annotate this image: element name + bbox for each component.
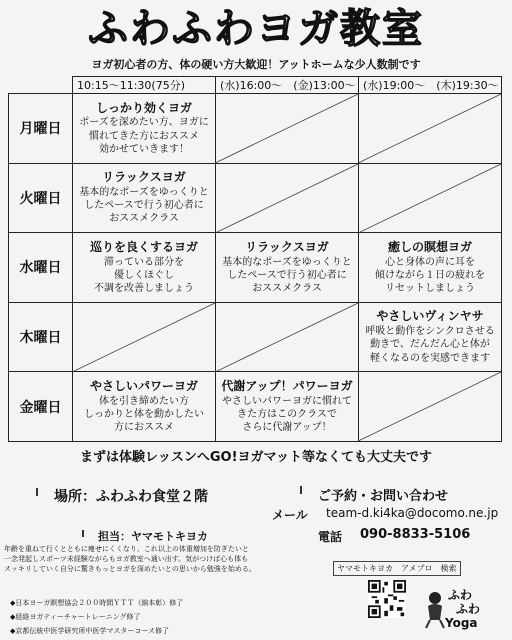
class-title: 巡りを良くするヨガ xyxy=(89,239,198,254)
contact-heading: ご予約・お問い合わせ xyxy=(318,489,449,504)
class-title: しっかり効くヨガ xyxy=(95,100,192,115)
class-title: リラックスヨガ xyxy=(245,239,329,254)
day-label: 木曜日 xyxy=(9,302,73,372)
class-description: 慣れてきた方におススメ xyxy=(89,130,199,142)
profile-line: 一念発起しスポーツ未経験ながらもヨガ教室へ通い出す。気がつけば心も体も xyxy=(4,555,249,564)
class-description: 呼吸と動作をシンクロさせる xyxy=(365,326,495,338)
mail-label: メール xyxy=(272,508,308,522)
class-cell xyxy=(216,372,359,442)
blog-search-box[interactable]: ヤマモトキヨカ アメブロ 検索 xyxy=(333,561,461,576)
class-description: おススメクラス xyxy=(109,213,179,225)
no-class-slash xyxy=(359,164,501,233)
logo-line-2: ふわ xyxy=(456,602,481,616)
tel-label: 電話 xyxy=(318,530,343,544)
credential-item: ◆経絡ヨガティーチャートレーニング修了 xyxy=(10,613,141,621)
class-description: 不調を改善しましょう xyxy=(94,282,194,294)
class-title: 癒しの瞑想ヨガ xyxy=(387,239,472,254)
day-label: 水曜日 xyxy=(9,233,73,303)
empty-slot xyxy=(359,94,502,164)
class-description: しっかりと体を動かしたい xyxy=(84,409,204,420)
tel-number[interactable]: 090-8833-5106 xyxy=(360,527,471,542)
day-label: 火曜日 xyxy=(9,163,73,233)
class-description: 効かせていきます！ xyxy=(99,143,189,155)
class-description: さらに代謝アップ！ xyxy=(242,422,332,434)
class-cell xyxy=(73,94,216,164)
class-description: ポーズを深めたい方、ヨガに xyxy=(79,117,209,129)
class-description: 方におススメ xyxy=(114,422,174,434)
qr-code-icon[interactable] xyxy=(368,580,406,618)
subtitle: ヨガ初心者の方、体の硬い方大歓迎！アットホームな少人数制です xyxy=(91,58,421,71)
class-description: したペースで行う初心者に xyxy=(227,269,347,281)
class-description: きた方はこのクラスで xyxy=(237,409,337,420)
no-class-slash xyxy=(216,164,358,233)
empty-slot xyxy=(359,372,502,442)
trial-banner: まずは体験レッスンへGO!ヨガマット等なくても大丈夫です xyxy=(79,450,432,465)
schedule-row xyxy=(9,233,502,303)
no-class-slash xyxy=(216,303,358,372)
mail-address[interactable]: team-d.ki4ka@docomo.ne.jp xyxy=(326,506,499,520)
credential-item: ◆日本ヨーガ瞑想協会２００時間ＹＴＴ（綿本彰）修了 xyxy=(10,599,184,607)
schedule-row xyxy=(9,372,502,442)
class-title: やさしいパワーヨガ xyxy=(89,378,198,393)
class-title: 代謝アップ！パワーヨガ xyxy=(221,378,353,393)
no-class-slash xyxy=(216,94,358,163)
class-description: 基本的なポーズをゆっくりと xyxy=(79,187,209,199)
teacher-profile xyxy=(4,544,300,574)
class-description: 優しくほぐし xyxy=(114,269,174,281)
no-class-slash xyxy=(359,372,501,441)
day-label: 月曜日 xyxy=(9,94,73,164)
logo-line-1: ふわ xyxy=(448,588,473,602)
schedule-row xyxy=(9,163,502,233)
class-description: したペースで行う初心者に xyxy=(84,200,204,212)
class-cell xyxy=(73,163,216,233)
empty-slot xyxy=(216,163,359,233)
class-title: リラックスヨガ xyxy=(102,170,186,185)
class-description: 基本的なポーズをゆっくりと xyxy=(222,256,352,268)
logo-line-3: Yoga xyxy=(445,616,478,630)
flag-icon xyxy=(300,486,316,494)
schedule-table xyxy=(8,76,502,442)
page-title: ふわふわヨガ教室 xyxy=(88,6,424,52)
class-description: やさしいパワーヨガに慣れて xyxy=(222,395,352,407)
schedule-row xyxy=(9,302,502,372)
day-label: 金曜日 xyxy=(9,372,73,442)
credential-item: ◆京都伝統中医学研究所中医学マスターコース修了 xyxy=(10,627,170,635)
flag-icon xyxy=(82,530,96,537)
class-description: 体を引き締めたい方 xyxy=(99,395,189,407)
class-cell xyxy=(359,302,502,372)
class-description: 軽くなるのを実感できます xyxy=(370,352,490,364)
venue-text: 場所：ふわふわ食堂２階 xyxy=(54,489,208,505)
empty-slot xyxy=(73,302,216,372)
yoga-figure-icon xyxy=(424,590,446,630)
no-class-slash xyxy=(73,303,215,372)
class-cell xyxy=(73,233,216,303)
flag-icon xyxy=(36,488,52,496)
class-description: 滞っている部分を xyxy=(104,256,184,268)
no-class-slash xyxy=(359,94,501,163)
profile-line: 年齢を重ねて行くとともに痩せにくくなり、これ以上の体重増加を防ぎたいと xyxy=(4,545,249,553)
corner-cell xyxy=(9,77,73,94)
class-description: 傾けながら１日の疲れを xyxy=(375,269,485,281)
schedule-row xyxy=(9,94,502,164)
empty-slot xyxy=(216,302,359,372)
class-cell xyxy=(73,372,216,442)
class-description: おススメクラス xyxy=(252,282,322,294)
class-description: 心と身体の声に耳を xyxy=(385,256,475,268)
time-header-3: (水)19:00〜 (木)19:30〜 xyxy=(359,77,502,94)
teacher-name: 担当：ヤマモトキヨカ xyxy=(98,530,208,543)
time-header-1: 10:15〜11:30(75分) xyxy=(73,77,216,94)
class-title: やさしいヴィンヤサ xyxy=(376,309,484,324)
class-description: リセットしましょう xyxy=(385,282,475,294)
empty-slot xyxy=(359,163,502,233)
empty-slot xyxy=(216,94,359,164)
time-header-2: (水)16:00〜 (金)13:00〜 xyxy=(216,77,359,94)
profile-line: スッキリしていく自分に驚きもっとヨガを深めたいとの思いから勉強を始める。 xyxy=(4,565,256,574)
class-cell xyxy=(359,233,502,303)
class-cell xyxy=(216,233,359,303)
class-description: 動きで、だんだん心と体が xyxy=(370,339,490,351)
